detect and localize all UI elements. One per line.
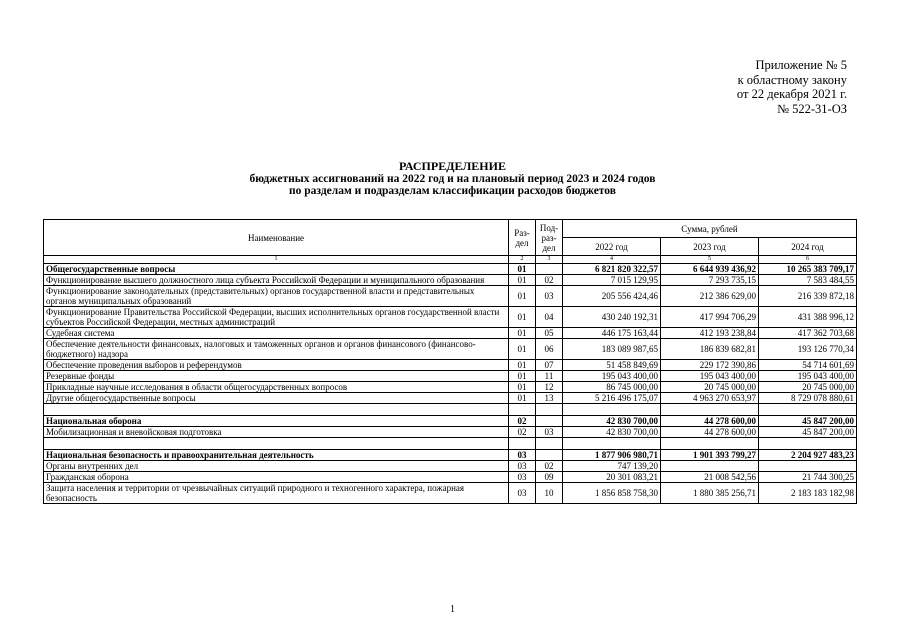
row-podrazdel: 03 (536, 427, 563, 438)
row-razdel: 01 (509, 371, 536, 382)
document-title: РАСПРЕДЕЛЕНИЕ (399, 159, 506, 173)
row-podrazdel: 04 (536, 307, 563, 328)
table-row (44, 360, 857, 371)
table-row (44, 286, 857, 307)
row-sum-2024: 431 388 996,12 (759, 307, 857, 328)
row-razdel: 01 (509, 393, 536, 404)
header-podrazdel: Под-раз-дел (536, 220, 563, 256)
appendix-number: № 522-31-ОЗ (777, 101, 847, 116)
row-name: Функционирование высшего должностного лица субъекта Российской Федерации и муниципального образования (44, 275, 509, 286)
row-razdel: 01 (509, 275, 536, 286)
row-sum-2022: 747 139,20 (563, 461, 661, 472)
row-sum-2022: 430 240 192,31 (563, 307, 661, 328)
spacer-cell (661, 404, 759, 416)
row-sum-2022: 183 089 987,65 (563, 339, 661, 360)
row-razdel: 03 (509, 483, 536, 504)
row-razdel: 01 (509, 382, 536, 393)
row-sum-2022: 205 556 424,46 (563, 286, 661, 307)
row-razdel: 02 (509, 427, 536, 438)
row-name: Обеспечение деятельности финансовых, налоговых и таможенных органов и органов финансового (финансово-бюджетного) надзора (44, 339, 509, 360)
header-year-2024: 2024 год (759, 238, 857, 256)
row-sum-2024: 21 744 300,25 (759, 472, 857, 483)
column-index-row (44, 256, 857, 264)
row-sum-2024: 195 043 400,00 (759, 371, 857, 382)
document-subtitle-2: по разделам и подразделам классификации расходов бюджетов (289, 185, 616, 197)
row-razdel: 01 (509, 360, 536, 371)
table-row (44, 275, 857, 286)
row-sum-2022: 51 458 849,69 (563, 360, 661, 371)
row-sum-2022: 5 216 496 175,07 (563, 393, 661, 404)
row-name: Национальная оборона (44, 416, 509, 427)
document-heading (0, 160, 905, 198)
row-name: Гражданская оборона (44, 472, 509, 483)
row-podrazdel (536, 416, 563, 427)
row-name: Функционирование Правительства Российской Федерации, высших исполнительных органов государственной власти субъектов Российской Федерации, местных администраций (44, 307, 509, 328)
row-sum-2023: 7 293 735,15 (661, 275, 759, 286)
spacer-row (44, 438, 857, 450)
row-name: Национальная безопасность и правоохранительная деятельность (44, 450, 509, 461)
row-sum-2023: 229 172 390,86 (661, 360, 759, 371)
row-razdel: 01 (509, 328, 536, 339)
table-row (44, 371, 857, 382)
row-razdel: 01 (509, 339, 536, 360)
row-sum-2022: 20 301 083,21 (563, 472, 661, 483)
row-sum-2022: 7 015 129,95 (563, 275, 661, 286)
header-name: Наименование (44, 220, 509, 256)
section-total-row (44, 264, 857, 275)
row-sum-2024: 54 714 601,69 (759, 360, 857, 371)
row-name: Прикладные научные исследования в области общегосударственных вопросов (44, 382, 509, 393)
row-podrazdel: 12 (536, 382, 563, 393)
spacer-cell (44, 438, 509, 450)
row-sum-2022: 6 821 820 322,57 (563, 264, 661, 275)
spacer-cell (759, 438, 857, 450)
row-sum-2023: 44 278 600,00 (661, 427, 759, 438)
row-razdel: 03 (509, 450, 536, 461)
row-sum-2023: 412 193 238,84 (661, 328, 759, 339)
row-podrazdel: 07 (536, 360, 563, 371)
row-sum-2023: 212 386 629,00 (661, 286, 759, 307)
row-podrazdel: 11 (536, 371, 563, 382)
row-sum-2023: 4 963 270 653,97 (661, 393, 759, 404)
spacer-cell (661, 438, 759, 450)
column-index: 3 (536, 256, 563, 264)
row-podrazdel (536, 264, 563, 275)
appendix-title: Приложение № 5 (755, 58, 847, 72)
row-sum-2023: 6 644 939 436,92 (661, 264, 759, 275)
row-sum-2023: 21 008 542,56 (661, 472, 759, 483)
row-sum-2024: 193 126 770,34 (759, 339, 857, 360)
row-razdel: 01 (509, 264, 536, 275)
table-row (44, 382, 857, 393)
row-name: Обеспечение проведения выборов и референдумов (44, 360, 509, 371)
appendix-law-ref: к областному закону (737, 72, 847, 87)
table-row (44, 339, 857, 360)
table-row (44, 427, 857, 438)
row-podrazdel: 02 (536, 461, 563, 472)
row-sum-2023: 195 043 400,00 (661, 371, 759, 382)
header-razdel: Раз-дел (509, 220, 536, 256)
row-razdel: 02 (509, 416, 536, 427)
spacer-cell (536, 438, 563, 450)
row-sum-2022: 42 830 700,00 (563, 416, 661, 427)
row-sum-2023: 417 994 706,29 (661, 307, 759, 328)
table-row (44, 483, 857, 504)
row-sum-2024: 8 729 078 880,61 (759, 393, 857, 404)
spacer-row (44, 404, 857, 416)
row-podrazdel: 10 (536, 483, 563, 504)
row-sum-2022: 446 175 163,44 (563, 328, 661, 339)
table-row (44, 461, 857, 472)
spacer-cell (509, 404, 536, 416)
row-razdel: 03 (509, 472, 536, 483)
row-sum-2022: 1 877 906 980,71 (563, 450, 661, 461)
row-sum-2024: 10 265 383 709,17 (759, 264, 857, 275)
header-sum: Сумма, рублей (563, 220, 857, 238)
row-sum-2024: 216 339 872,18 (759, 286, 857, 307)
row-sum-2023: 1 880 385 256,71 (661, 483, 759, 504)
row-sum-2022: 42 830 700,00 (563, 427, 661, 438)
spacer-cell (44, 404, 509, 416)
row-sum-2024: 417 362 703,68 (759, 328, 857, 339)
table-row (44, 328, 857, 339)
column-index: 4 (563, 256, 661, 264)
spacer-cell (759, 404, 857, 416)
row-name: Общегосударственные вопросы (44, 264, 509, 275)
header-year-2023: 2023 год (661, 238, 759, 256)
row-sum-2023 (661, 461, 759, 472)
page-number: 1 (450, 604, 455, 615)
row-sum-2022: 195 043 400,00 (563, 371, 661, 382)
row-name: Мобилизационная и вневойсковая подготовка (44, 427, 509, 438)
row-razdel: 01 (509, 286, 536, 307)
row-sum-2024: 20 745 000,00 (759, 382, 857, 393)
row-name: Защита населения и территории от чрезвычайных ситуаций природного и техногенного характера, пожарная безопасность (44, 483, 509, 504)
row-podrazdel: 02 (536, 275, 563, 286)
row-sum-2022: 86 745 000,00 (563, 382, 661, 393)
column-index: 2 (509, 256, 536, 264)
row-sum-2024: 7 583 484,55 (759, 275, 857, 286)
row-podrazdel: 09 (536, 472, 563, 483)
row-podrazdel: 05 (536, 328, 563, 339)
row-sum-2023: 44 278 600,00 (661, 416, 759, 427)
section-total-row (44, 416, 857, 427)
spacer-cell (536, 404, 563, 416)
row-sum-2023: 186 839 682,81 (661, 339, 759, 360)
section-total-row (44, 450, 857, 461)
appendix-date: от 22 декабря 2021 г. (736, 87, 847, 101)
row-sum-2024: 45 847 200,00 (759, 416, 857, 427)
spacer-cell (563, 438, 661, 450)
spacer-cell (563, 404, 661, 416)
row-name: Органы внутренних дел (44, 461, 509, 472)
row-podrazdel: 06 (536, 339, 563, 360)
row-podrazdel: 03 (536, 286, 563, 307)
row-podrazdel: 13 (536, 393, 563, 404)
row-razdel: 03 (509, 461, 536, 472)
spacer-cell (509, 438, 536, 450)
column-index: 5 (661, 256, 759, 264)
row-sum-2024: 45 847 200,00 (759, 427, 857, 438)
row-sum-2024: 2 183 183 182,98 (759, 483, 857, 504)
row-sum-2024: 2 204 927 483,23 (759, 450, 857, 461)
row-sum-2024 (759, 461, 857, 472)
table-row (44, 307, 857, 328)
column-index: 6 (759, 256, 857, 264)
header-year-2022: 2022 год (563, 238, 661, 256)
budget-table (43, 219, 857, 504)
document-subtitle-1: бюджетных ассигнований на 2022 год и на плановый период 2023 и 2024 годов (249, 172, 656, 185)
row-name: Резервные фонды (44, 371, 509, 382)
budget-table-body (44, 264, 857, 504)
row-sum-2023: 20 745 000,00 (661, 382, 759, 393)
column-index: 1 (44, 256, 509, 264)
table-row (44, 472, 857, 483)
row-sum-2023: 1 901 393 799,27 (661, 450, 759, 461)
row-razdel: 01 (509, 307, 536, 328)
row-podrazdel (536, 450, 563, 461)
row-name: Другие общегосударственные вопросы (44, 393, 509, 404)
row-name: Функционирование законодательных (представительных) органов государственной власти и представительных органов муниципальных образований (44, 286, 509, 307)
row-name: Судебная система (44, 328, 509, 339)
row-sum-2022: 1 856 858 758,30 (563, 483, 661, 504)
appendix-reference (737, 58, 847, 116)
table-row (44, 393, 857, 404)
